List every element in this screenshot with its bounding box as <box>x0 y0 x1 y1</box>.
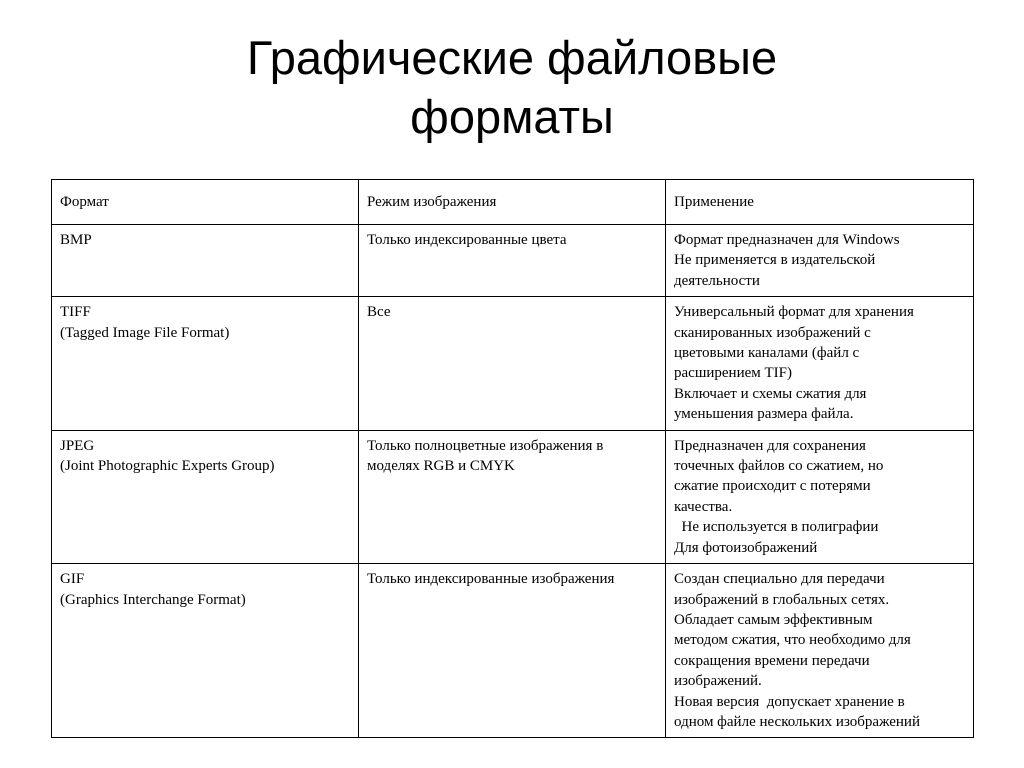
cell-usage <box>666 430 974 563</box>
cell-format-line: BMP <box>60 232 92 248</box>
cell-mode-line: моделях RGB и CMYK <box>367 458 515 475</box>
cell-usage-line: уменьшения размера файла. <box>674 406 854 423</box>
header-format: Формат <box>52 180 359 225</box>
cell-usage-line: Формат предназначен для Windows <box>674 232 900 248</box>
cell-mode-line: Только индексированные цвета <box>367 232 567 248</box>
cell-usage-line: Не применяется в издательской <box>674 252 876 269</box>
cell-mode <box>359 430 666 563</box>
table-row <box>52 297 974 430</box>
cell-mode-line: Все <box>367 304 391 321</box>
cell-mode-line: Только индексированные изображения <box>367 571 615 588</box>
cell-usage <box>666 297 974 430</box>
cell-usage <box>666 225 974 297</box>
cell-usage-line: Включает и схемы сжатия для <box>674 385 867 402</box>
cell-usage-line: цветовыми каналами (файл с <box>674 345 860 362</box>
cell-format <box>52 297 359 430</box>
header-usage: Применение <box>666 180 974 225</box>
cell-format-line: GIF <box>60 571 85 588</box>
cell-format-line: (Graphics Interchange Format) <box>60 591 246 608</box>
cell-usage-line: Не используется в полиграфии <box>674 519 879 536</box>
cell-usage-line: качества. <box>674 498 733 515</box>
table-row <box>52 225 974 297</box>
cell-usage <box>666 564 974 738</box>
cell-mode <box>359 564 666 738</box>
cell-format-line: (Tagged Image File Format) <box>60 324 230 341</box>
formats-table <box>51 179 974 738</box>
table-row <box>52 430 974 563</box>
cell-format <box>52 564 359 738</box>
slide-title <box>0 28 1024 146</box>
cell-usage-line: Новая версия допускает хранение в <box>674 693 905 710</box>
cell-usage-line: сжатие происходит с потерями <box>674 478 871 495</box>
table-body <box>52 225 974 738</box>
cell-usage-line: Для фотоизображений <box>674 539 818 556</box>
cell-usage-line: Обладает самым эффективным <box>674 611 873 628</box>
table-row <box>52 564 974 738</box>
cell-usage-line: точечных файлов со сжатием, но <box>674 458 884 475</box>
cell-usage-line: сканированных изображений с <box>674 324 871 341</box>
cell-usage-line: методом сжатия, что необходимо для <box>674 632 911 649</box>
cell-usage-line: Универсальный формат для хранения <box>674 304 914 321</box>
cell-format <box>52 225 359 297</box>
cell-usage-line: изображений. <box>674 673 762 690</box>
cell-format-line: (Joint Photographic Experts Group) <box>60 458 275 475</box>
cell-format-line: JPEG <box>60 437 95 454</box>
cell-usage-line: изображений в глобальных сетях. <box>674 591 890 608</box>
cell-usage-line: деятельности <box>674 272 760 289</box>
cell-format <box>52 430 359 563</box>
cell-usage-line: расширением TIF) <box>674 365 793 382</box>
cell-usage-line: сокращения времени передачи <box>674 652 870 669</box>
cell-mode-line: Только полноцветные изображения в <box>367 437 604 454</box>
header-row <box>52 180 974 225</box>
cell-mode <box>359 225 666 297</box>
slide-title-line-1: Графические файловые <box>246 31 778 84</box>
slide-title-line-2: форматы <box>410 90 614 143</box>
cell-mode <box>359 297 666 430</box>
cell-usage-line: одном файле нескольких изображений <box>674 713 920 730</box>
cell-usage-line: Создан специально для передачи <box>674 571 885 588</box>
cell-format-line: TIFF <box>60 304 91 321</box>
header-mode: Режим изображения <box>359 180 666 225</box>
cell-usage-line: Предназначен для сохранения <box>674 437 866 454</box>
